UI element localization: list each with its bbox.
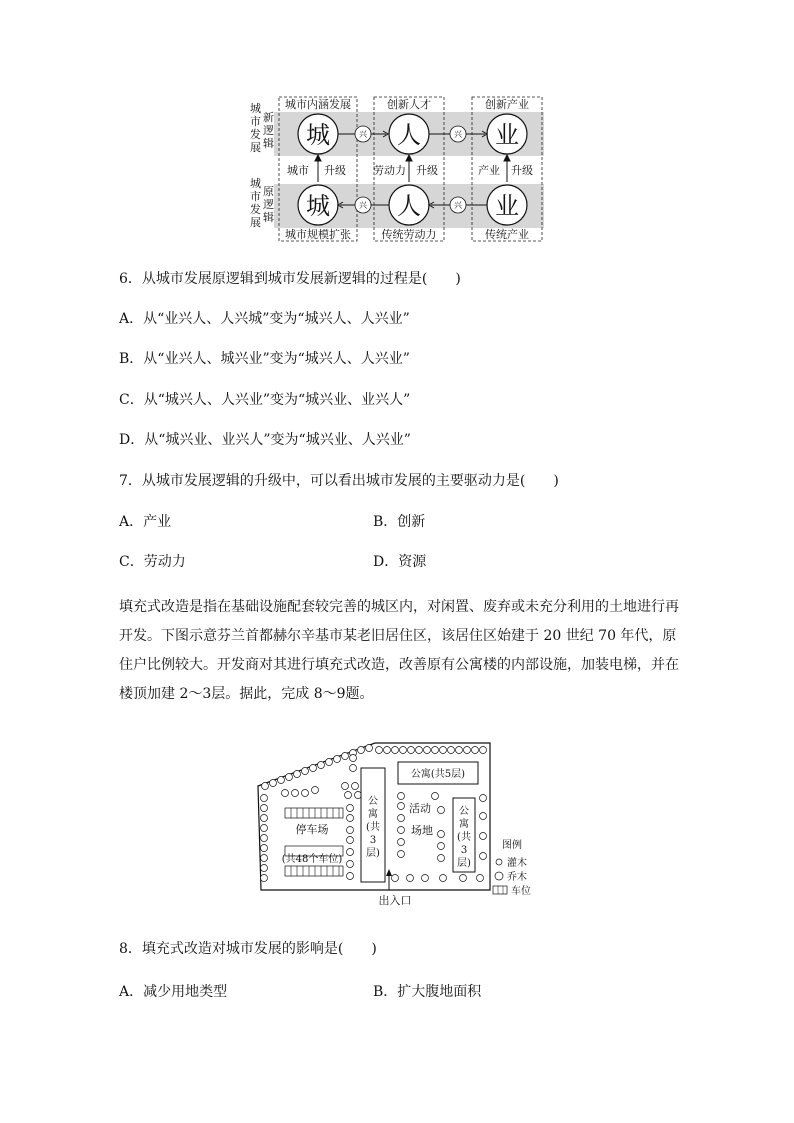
top-box-label: 创新产业 <box>485 98 529 111</box>
legend-tree: 乔木 <box>507 872 527 883</box>
svg-text:市: 市 <box>250 115 261 128</box>
svg-text:发: 发 <box>250 203 261 216</box>
svg-text:新: 新 <box>263 111 274 124</box>
entrance-label: 出入口 <box>378 894 412 907</box>
top-box-label: 创新人才 <box>387 98 431 111</box>
svg-text:寓: 寓 <box>368 809 378 820</box>
upgrade-right-label: 升级 <box>324 164 346 177</box>
apartment-top-label: 公寓(共5层) <box>410 769 466 780</box>
svg-text:3: 3 <box>460 845 468 856</box>
svg-text:(共: (共 <box>366 822 380 833</box>
svg-text:逻: 逻 <box>263 124 274 137</box>
passage-text: 填充式改造是指在基础设施配套较完善的城区内，对闲置、废弃或未充分利用的土地进行再开发。下图示意芬兰首都赫尔辛基市某老旧居住区，该居住区始建于 20 世纪 70 年代，原住户比例较大。开发商对其进行填充式改造，改善原有公寓楼的内部设施，加装电梯，并在楼顶加建 2～3层。据此，完成 8～9题。 <box>119 599 679 702</box>
connector-label: 兴 <box>454 130 462 139</box>
legend-shrub: 灌木 <box>507 858 527 869</box>
question-7-stem: 7．从城市发展逻辑的升级中，可以看出城市发展的主要驱动力是( ) <box>119 473 559 489</box>
top-box-label: 城市内涵发展 <box>285 98 351 111</box>
svg-text:逻: 逻 <box>263 198 274 211</box>
q6-option-b: B．从“业兴人、城兴业”变为“城兴人、人兴业” <box>119 351 410 367</box>
big-char-industry: 业 <box>495 121 519 149</box>
activity-area-label: 场地 <box>411 824 433 837</box>
parking-label: 停车场 <box>295 823 329 836</box>
activity-area-label: 活动 <box>409 802 431 815</box>
svg-text:寓: 寓 <box>459 819 469 830</box>
svg-text:展: 展 <box>250 216 261 229</box>
svg-text:公: 公 <box>459 806 469 817</box>
big-char-people: 人 <box>397 192 421 220</box>
bottom-box-label: 传统产业 <box>485 228 529 241</box>
q7-option-c: C．劳动力 <box>119 554 186 570</box>
upgrade-left-label: 产业 <box>478 164 500 177</box>
legend-parking: 车位 <box>511 886 531 897</box>
q6-option-d: D．从“城兴业、业兴人”变为“城兴业、人兴业” <box>119 432 411 448</box>
svg-text:公: 公 <box>368 796 378 807</box>
q8-option-a: A．减少用地类型 <box>119 984 228 1000</box>
big-char-city: 城 <box>306 192 330 220</box>
bottom-box-label: 城市规模扩张 <box>285 228 351 241</box>
upgrade-left-label: 劳动力 <box>373 164 406 177</box>
city-logic-diagram <box>244 92 550 246</box>
svg-text:市: 市 <box>250 190 261 203</box>
bottom-box-label: 传统劳动力 <box>381 228 437 241</box>
parking-legend-icon <box>493 886 507 894</box>
q6-option-a: A．从“业兴人、人兴城”变为“城兴人、人兴业” <box>119 311 410 327</box>
upgrade-left-label: 城市 <box>287 164 309 177</box>
question-6-stem: 6．从城市发展原逻辑到城市发展新逻辑的过程是( ) <box>119 271 461 287</box>
q7-option-b: B．创新 <box>373 514 426 530</box>
svg-text:城: 城 <box>250 177 261 190</box>
svg-text:层): 层) <box>366 848 380 859</box>
side-label-char: 城 <box>250 102 261 115</box>
connector-label: 兴 <box>454 201 462 210</box>
question-8-stem: 8．填充式改造对城市发展的影响是( ) <box>119 941 377 957</box>
upgrade-right-label: 升级 <box>511 164 533 177</box>
svg-text:原: 原 <box>263 185 274 198</box>
connector-label: 兴 <box>359 130 367 139</box>
q6-option-c: C．从“城兴人、人兴业”变为“城兴业、业兴人” <box>119 392 411 408</box>
q8-option-b: B．扩大腹地面积 <box>373 984 482 1000</box>
svg-text:(共: (共 <box>457 832 471 843</box>
upgrade-right-label: 升级 <box>416 164 438 177</box>
big-char-people: 人 <box>397 121 421 149</box>
svg-text:辑: 辑 <box>263 211 274 224</box>
tree-legend-icon <box>495 872 503 880</box>
residential-area-map <box>255 738 550 908</box>
shrub-legend-icon <box>496 859 502 865</box>
svg-text:发: 发 <box>250 128 261 141</box>
q7-option-d: D．资源 <box>373 554 427 570</box>
big-char-industry: 业 <box>495 192 519 220</box>
q7-option-a: A．产业 <box>119 514 172 530</box>
svg-text:层): 层) <box>457 858 471 869</box>
parking-count-label: (共48个车位) <box>281 854 343 865</box>
connector-label: 兴 <box>359 201 367 210</box>
legend-title: 图例 <box>502 840 522 851</box>
svg-text:展: 展 <box>250 141 261 154</box>
big-char-city: 城 <box>306 121 330 149</box>
svg-text:辑: 辑 <box>263 137 274 150</box>
svg-text:3: 3 <box>369 835 377 846</box>
